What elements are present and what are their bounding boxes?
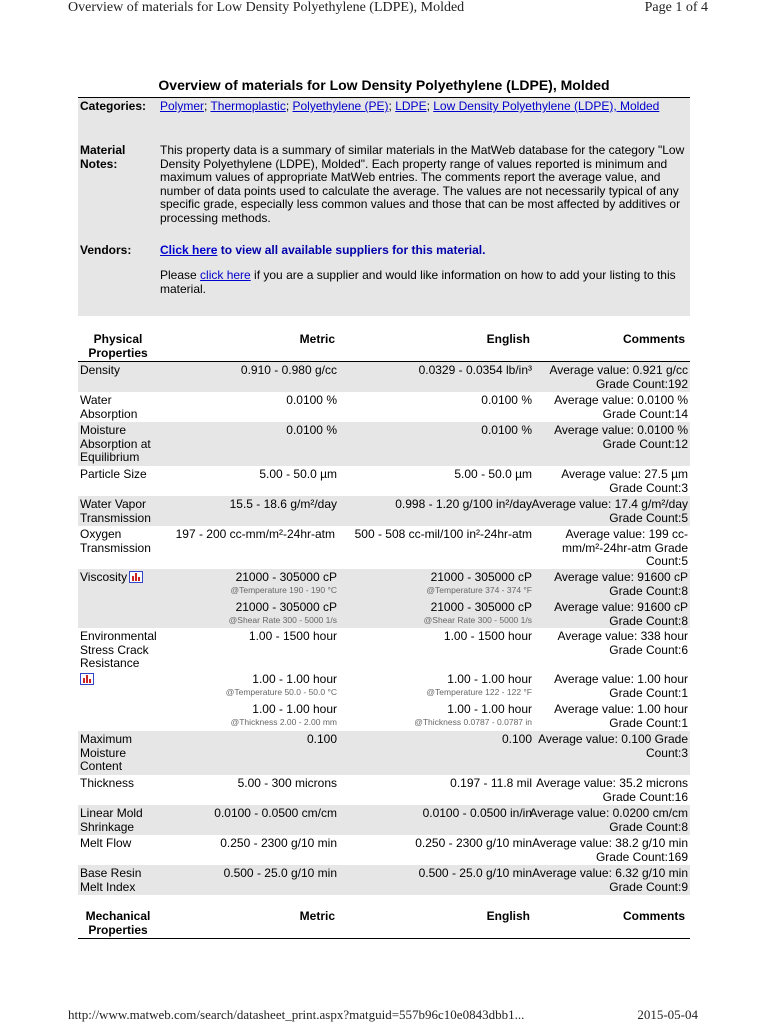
table-row: 1.00 - 1.00 hour @Temperature 50.0 - 50.0 °C 1.00 - 1.00 hour @Temperature 122 - 122 °F Average value: 1.00 hour Grade Count:1 bbox=[78, 671, 690, 701]
vendors-label: Vendors: bbox=[80, 243, 132, 257]
table-row: Melt Flow 0.250 - 2300 g/10 min 0.250 - 2300 g/10 min Average value: 38.2 g/10 min Grade Count:169 bbox=[80, 836, 688, 864]
supplier-link[interactable]: click here bbox=[200, 268, 251, 282]
bar-chart-icon[interactable] bbox=[80, 673, 94, 685]
bar-chart-icon[interactable] bbox=[129, 571, 143, 583]
page-title: Overview of materials for Low Density Polyethylene (LDPE), Molded bbox=[158, 77, 610, 93]
table-row: Moisture Absorption at Equilibrium 0.0100 % 0.0100 % Average value: 0.0100 % Grade Count:12 bbox=[80, 423, 688, 464]
material-notes: This property data is a summary of similar materials in the MatWeb database for the category "Low Density Polyethylene (LDPE), Molded". Each property range of values reported is minimum and maximum values of appropriate MatWeb entries. The comments report the average value, and number of data points used to calculate the average. The values are not necessarily typical of any specific grade, especially less common values and those that can be most affected by additives or processing methods. bbox=[160, 143, 685, 225]
summary-box bbox=[78, 98, 690, 316]
print-header-title: Overview of materials for Low Density Polyethylene (LDPE), Molded bbox=[68, 0, 465, 15]
table-row: Water Vapor Transmission 15.5 - 18.6 g/m²/day 0.998 - 1.20 g/100 in²/day Average value: 17.4 g/m²/day Grade Count:5 bbox=[80, 497, 688, 525]
table-row: Water Absorption 0.0100 % 0.0100 % Average value: 0.0100 % Grade Count:14 bbox=[80, 393, 688, 421]
table-row: Viscosity 21000 - 305000 cP @Temperature 190 - 190 °C 21000 - 305000 cP @Temperature 374 - 374 °F Average value: 91600 cP Grade Count:8 bbox=[80, 570, 688, 598]
categories-label: Categories: bbox=[80, 99, 147, 113]
category-link-pe[interactable]: Polyethylene (PE) bbox=[292, 99, 389, 113]
table-row: Linear Mold Shrinkage 0.0100 - 0.0500 cm/cm 0.0100 - 0.0500 in/in Average value: 0.0200 cm/cm Grade Count:8 bbox=[80, 806, 688, 834]
table-row: Particle Size 5.00 - 50.0 µm 5.00 - 50.0 µm Average value: 27.5 µm Grade Count:3 bbox=[80, 467, 688, 495]
vendors-text: to view all available suppliers for this material. bbox=[217, 243, 486, 257]
table-row: Base Resin Melt Index 0.500 - 25.0 g/10 min 0.500 - 25.0 g/10 min Average value: 6.32 g/10 min Grade Count:9 bbox=[80, 866, 688, 894]
category-link-polymer[interactable]: Polymer bbox=[160, 99, 205, 113]
notes-label: Material Notes: bbox=[80, 143, 126, 171]
table-row: 21000 - 305000 cP @Shear Rate 300 - 5000 1/s 21000 - 305000 cP @Shear Rate 300 - 5000 1/s Average value: 91600 cP Grade Count:8 bbox=[78, 599, 690, 628]
table-row: Oxygen Transmission 197 - 200 cc-mm/m²-24hr-atm 500 - 508 cc-mil/100 in²-24hr-atm Average value: 199 cc-mm/m²-24hr-atm Grade Count:5 bbox=[80, 527, 688, 568]
vendors-line bbox=[160, 244, 685, 258]
mechanical-header-divider bbox=[78, 938, 690, 939]
vendors-link[interactable]: Click here bbox=[160, 243, 218, 257]
table-row: Environmental Stress Crack Resistance 1.00 - 1500 hour 1.00 - 1500 hour Average value: 338 hour Grade Count:6 bbox=[80, 629, 688, 670]
print-footer-url: http://www.matweb.com/search/datasheet_print.aspx?matguid=557b96c10e0843dbb1... bbox=[68, 1007, 525, 1022]
physical-header-english: English bbox=[486, 332, 530, 346]
physical-header-comments: Comments bbox=[622, 332, 685, 346]
supplier-line: Please click here if you are a supplier and would like information on how to add your listing to this material. bbox=[160, 268, 676, 296]
table-row: Density 0.910 - 0.980 g/cc 0.0329 - 0.0354 lb/in³ Average value: 0.921 g/cc Grade Count:192 bbox=[80, 363, 688, 391]
print-footer-date: 2015-05-04 bbox=[637, 1007, 698, 1022]
table-row: 1.00 - 1.00 hour @Thickness 2.00 - 2.00 mm 1.00 - 1.00 hour @Thickness 0.0787 - 0.0787 in Average value: 1.00 hour Grade Count:1 bbox=[230, 702, 688, 730]
print-header-page: Page 1 of 4 bbox=[644, 0, 708, 15]
category-link-ldpe[interactable]: LDPE bbox=[395, 99, 427, 113]
table-row: Maximum Moisture Content 0.100 0.100 Average value: 0.100 Grade Count:3 bbox=[80, 732, 688, 773]
category-link-ldpe-molded[interactable]: Low Density Polyethylene (LDPE), Molded bbox=[433, 99, 660, 113]
table-row: Thickness 5.00 - 300 microns 0.197 - 11.8 mil Average value: 35.2 microns Grade Count:16 bbox=[80, 776, 688, 804]
physical-header-metric: Metric bbox=[299, 332, 335, 346]
categories-list: Polymer; Thermoplastic; Polyethylene (PE); LDPE; Low Density Polyethylene (LDPE), Molded bbox=[160, 99, 660, 113]
physical-header-name: Physical Properties bbox=[88, 332, 148, 360]
mechanical-header-english: English bbox=[486, 909, 530, 923]
mechanical-header-comments: Comments bbox=[622, 909, 685, 923]
print-header bbox=[68, 0, 708, 18]
mechanical-header-metric: Metric bbox=[299, 909, 335, 923]
mechanical-header-name: Mechanical Properties bbox=[85, 909, 151, 937]
category-link-thermoplastic[interactable]: Thermoplastic bbox=[210, 99, 286, 113]
print-footer bbox=[68, 1007, 698, 1024]
